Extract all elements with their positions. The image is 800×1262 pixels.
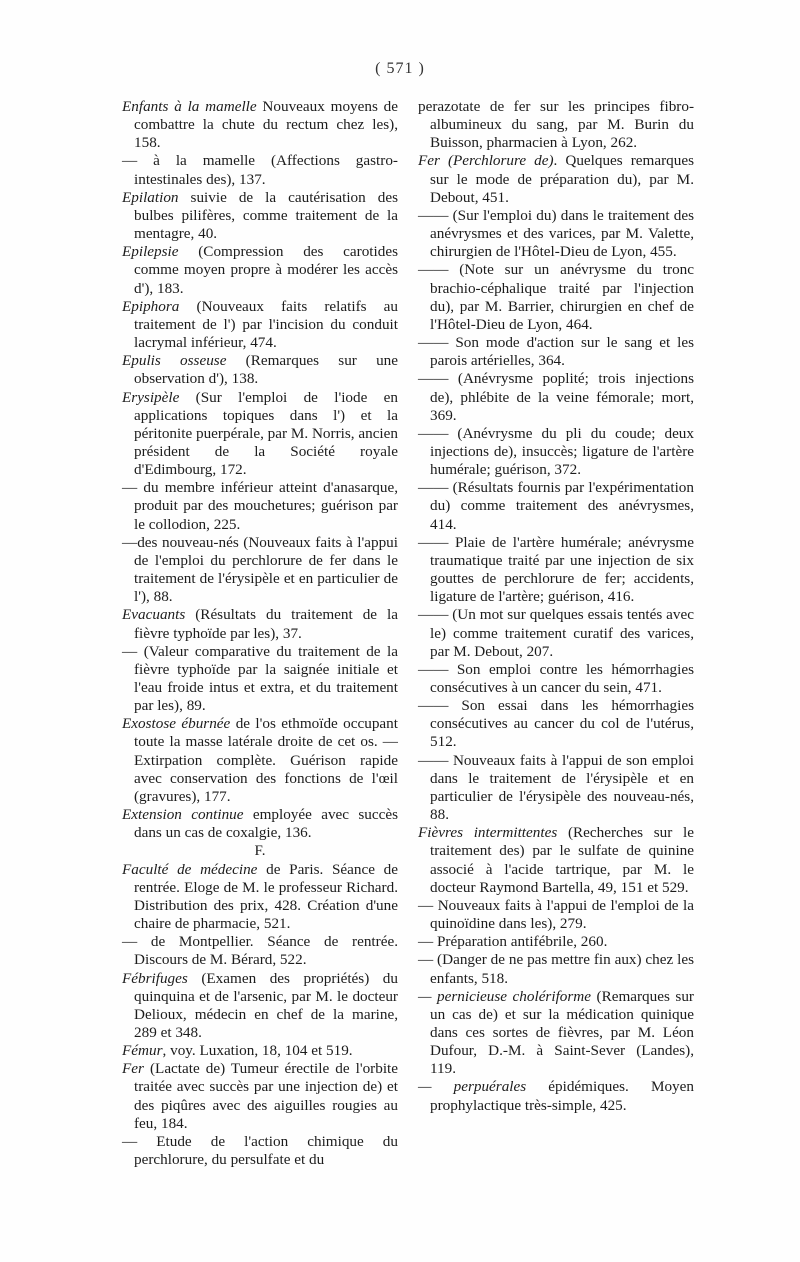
index-entry <box>122 243 398 297</box>
entry-text: — (Danger de ne pas mettre fin aux) chez les enfants, 518. <box>418 951 694 987</box>
entry-text: —— Son emploi contre les hémorrhagies consécutives à un cancer du sein, 471. <box>418 660 694 696</box>
index-entry <box>122 298 398 352</box>
entry-text: (Résultats du traitement de la fièvre typhoïde par les), 37. <box>134 606 398 642</box>
entry-text: —— Nouveaux faits à l'appui de son emploi dans le traitement de l'érysipèle et en particulier de l'érysipèle des nouveau-nés, 88. <box>418 751 694 824</box>
entry-headword: Erysipèle <box>122 388 180 406</box>
entry-headword: Extension continue <box>122 806 244 824</box>
entry-text: (Compression des carotides comme moyen propre à modérer les accès d'), 183. <box>134 243 398 297</box>
entry-text: —— (Anévrysme poplité; trois injections de), phlébite de la veine fémorale; mort, 369. <box>418 370 694 424</box>
entry-text: —— (Résultats fournis par l'expérimentation du) comme traitement des anévrysmes, 414. <box>418 479 694 533</box>
entry-headword: Epilepsie <box>122 243 179 261</box>
entry-text: épidémiques. Moyen prophylactique très-simple, 425. <box>430 1078 694 1114</box>
entry-text: employée avec succès dans un cas de coxalgie, 136. <box>134 806 398 842</box>
entry-text: — (Valeur comparative du traitement de la fièvre typhoïde par la saignée initiale et l'eau froide intus et extra, et du traitement par les), 89. <box>122 642 398 715</box>
entry-text: — Etude de l'action chimique du perchlorure, du persulfate et du <box>122 1132 398 1169</box>
index-entry <box>122 1133 398 1169</box>
index-entry <box>122 1060 398 1133</box>
index-entry <box>418 98 694 152</box>
index-entry <box>418 824 694 897</box>
entry-text: (Sur l'emploi de l'iode en applications topiques dans l') et la péritonite puerpérale, par M. Norris, ancien président de la Société royale d'Edimbourg, 172. <box>134 388 398 479</box>
index-entry <box>122 606 398 642</box>
entry-text: de l'os ethmoïde occupant toute la masse latérale droite de cet os. — Extirpation complète. Guérison rapide avec conservation des fonctions de l'œil (gravures), 177. <box>134 715 398 805</box>
index-entry <box>122 970 398 1043</box>
index-entry <box>418 606 694 660</box>
entry-text: — Nouveaux faits à l'appui de l'emploi de la quinoïdine dans les), 279. <box>418 896 694 933</box>
entry-text: — de Montpellier. Séance de rentrée. Discours de M. Bérard, 522. <box>122 933 398 969</box>
entry-headword: Epulis osseuse <box>122 352 227 370</box>
index-entry <box>122 389 398 480</box>
entry-text: (Nouveaux faits relatifs au traitement de l') par l'incision du conduit lacrymal inférieur, 474. <box>134 297 398 352</box>
index-entry <box>418 207 694 261</box>
entry-headword: — pernicieuse cholériforme <box>418 987 591 1005</box>
entry-text: — du membre inférieur atteint d'anasarque, produit par des mouchetures; guérison par le collodion, 225. <box>122 479 398 533</box>
index-entry <box>418 334 694 370</box>
entry-headword: Faculté de médecine <box>122 860 258 878</box>
index-entry <box>122 1042 398 1060</box>
entry-text: (Examen des propriétés) du quinquina et de l'arsenic, par M. le docteur Delioux, médecin en chef de la marine, 289 et 348. <box>134 969 398 1041</box>
entry-text: — à la mamelle (Affections gastro-intestinales des), 137. <box>122 152 398 188</box>
entry-headword: Fébrifuges <box>122 969 188 987</box>
index-entry <box>418 152 694 206</box>
entry-headword: Fièvres intermittentes <box>418 824 558 842</box>
entry-text: suivie de la cautérisation des bulbes pilifères, comme traitement de la mentagre, 40. <box>134 188 398 243</box>
index-entry <box>122 861 398 934</box>
entry-text: (Recherches sur le traitement des) par le sulfate de quinine associé à l'acide tartrique, par M. le docteur Raymond Bartella, 49, 151 et 529. <box>430 824 694 896</box>
index-entry <box>418 661 694 697</box>
entry-headword: Enfants à la mamelle <box>122 98 257 115</box>
index-entry <box>122 534 398 607</box>
index-entry <box>122 352 398 388</box>
index-entry <box>418 933 694 951</box>
entry-headword: Epiphora <box>122 297 180 315</box>
entry-headword: Evacuants <box>122 606 186 624</box>
entry-text: —— (Un mot sur quelques essais tentés avec le) comme traitement curatif des varices, par M. Debout, 207. <box>418 606 694 660</box>
entry-headword: Fémur <box>122 1042 163 1060</box>
entry-text: —des nouveau-nés (Nouveaux faits à l'appui de l'emploi du perchlorure de fer dans le traitement de l'érysipèle et en particulier de l'), 88. <box>122 533 398 606</box>
index-entry <box>418 988 694 1079</box>
index-entry <box>418 697 694 751</box>
entry-text: Nouveaux moyens de combattre la chute du rectum chez les), 158. <box>134 98 399 152</box>
entry-text: perazotate de fer sur les principes fibro-albumineux du sang, par M. Burin du Buisson, pharmacien à Lyon, 262. <box>418 98 694 152</box>
entry-text: (Remarques sur un cas de) et sur la médication quinique dans ces sortes de fièvres, par M. Léon Dufour, D.-M. à Saint-Sever (Landes), 119. <box>430 987 694 1078</box>
entry-text: — Préparation antifébrile, 260. <box>418 933 608 951</box>
entry-text: (Remarques sur une observation d'), 138. <box>134 352 399 388</box>
entry-text: —— Son mode d'action sur le sang et les parois artérielles, 364. <box>418 334 694 370</box>
index-entry <box>418 261 694 334</box>
entry-headword: Exostose éburnée <box>122 715 231 733</box>
entry-text: —— (Sur l'emploi du) dans le traitement des anévrysmes et des varices, par M. Valette, chirurgien de l'Hôtel-Dieu de Lyon, 455. <box>418 206 694 261</box>
index-entry <box>418 1078 694 1114</box>
entry-headword: Fer (Perchlorure de) <box>418 152 554 170</box>
index-entry <box>122 479 398 533</box>
entry-headword: Epilation <box>122 188 179 206</box>
entry-headword: — perpuérales <box>418 1078 527 1096</box>
left-column <box>122 98 398 1169</box>
entry-text: —— (Anévrysme du pli du coude; deux injections de), insuccès; ligature de l'artère humérale; guérison, 372. <box>418 424 694 479</box>
section-letter <box>122 842 398 860</box>
entry-text: (Lactate de) Tumeur érectile de l'orbite traitée avec succès par une injection de) et des piqûres avec des aiguilles rougies au feu, 184. <box>134 1060 398 1132</box>
entry-text: —— (Note sur un anévrysme du tronc brachio-céphalique traité par l'injection du), par M. Barrier, chirurgien en chef de l'Hôtel-Dieu de Lyon, 464. <box>418 261 694 333</box>
index-entry <box>122 643 398 716</box>
entry-headword: Fer <box>122 1060 144 1078</box>
index-entry <box>122 933 398 969</box>
index-entry <box>418 534 694 607</box>
entry-text: F. <box>254 843 266 860</box>
entry-text: . Quelques remarques sur le mode de préparation du), par M. Debout, 451. <box>430 152 694 206</box>
page-number: ( 571 ) <box>375 60 425 77</box>
entry-text: —— Plaie de l'artère humérale; anévrysme traumatique traité par une injection de six gouttes de perchlorure de fer; accidents, ligature de l'artère; guérison, 416. <box>418 533 694 606</box>
index-entry <box>122 806 398 842</box>
entry-text: de Paris. Séance de rentrée. Eloge de M. le professeur Richard. Distribution des prix, 428. Création d'une chaire de pharmacie, 521. <box>134 860 398 933</box>
index-entry <box>122 98 398 152</box>
index-entry <box>418 425 694 479</box>
entry-text: , voy. Luxation, 18, 104 et 519. <box>162 1042 353 1060</box>
index-entry <box>418 951 694 987</box>
index-entry <box>418 370 694 424</box>
index-entry <box>122 189 398 243</box>
entry-text: —— Son essai dans les hémorrhagies consécutives au cancer du col de l'utérus, 512. <box>418 697 694 751</box>
index-entry <box>418 752 694 825</box>
right-column <box>418 98 694 1115</box>
index-entry <box>122 715 398 806</box>
index-entry <box>418 479 694 533</box>
index-entry <box>418 897 694 933</box>
index-entry <box>122 152 398 188</box>
